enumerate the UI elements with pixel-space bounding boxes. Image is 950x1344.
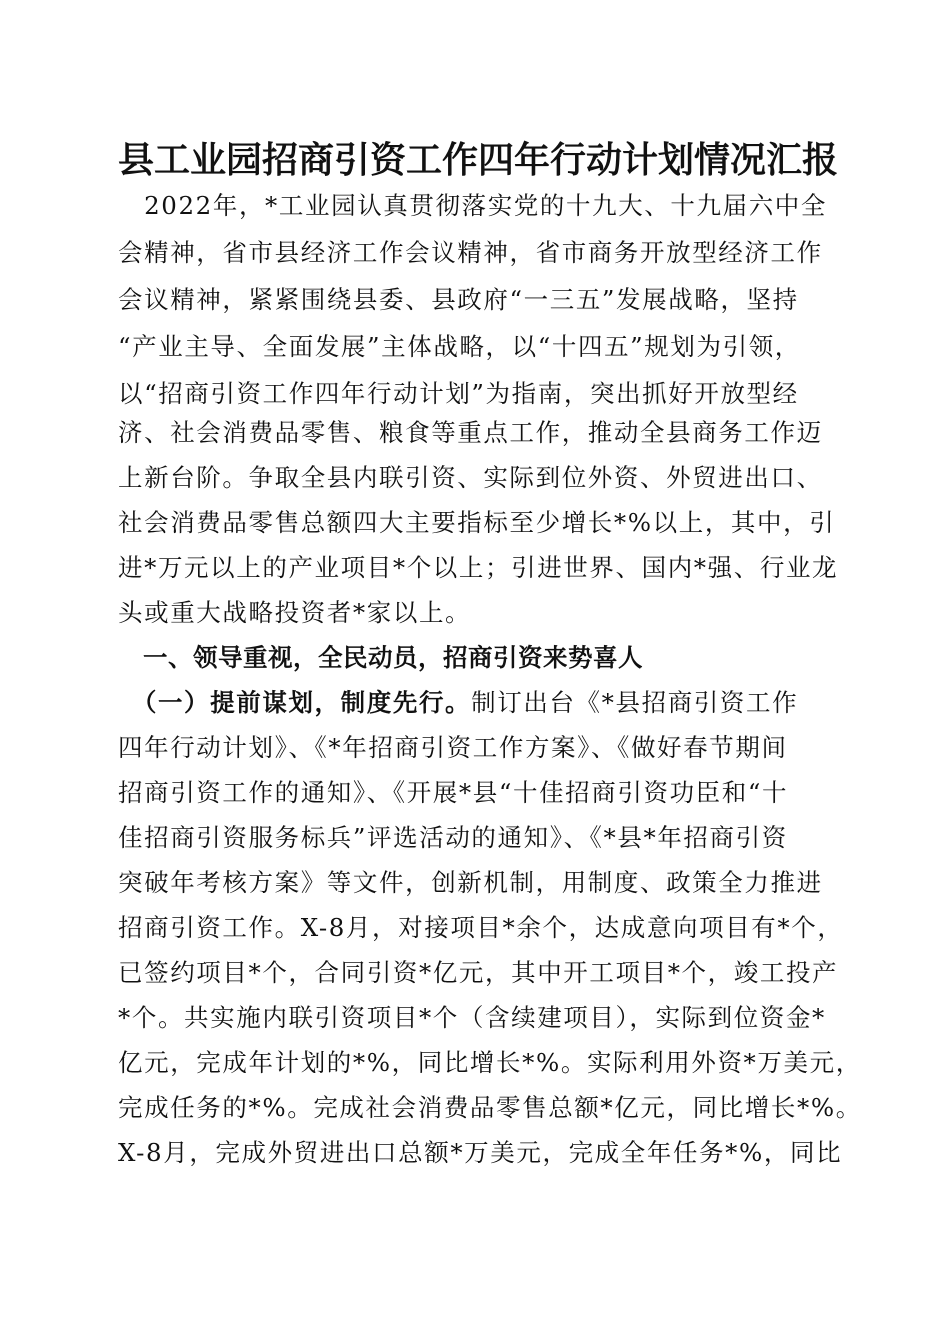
sub-heading: （一）提前谋划，制度先行。 xyxy=(118,688,472,717)
sub-heading-rest: 制订出台《*县招商引资工作 xyxy=(471,688,799,717)
paragraph-line: X-8月，完成外贸进出口总额*万美元，完成全年任务*%，同比 xyxy=(118,1138,843,1167)
paragraph-line: 头或重大战略投资者*家以上。 xyxy=(118,598,472,627)
paragraph-line: 招商引资工作。X-8月，对接项目*余个，达成意向项目有*个， xyxy=(118,913,844,942)
paragraph-line: 2022年，*工业园认真贯彻落实党的十九大、十九届六中全 xyxy=(118,191,827,220)
paragraph-line: 会精神，省市县经济工作会议精神，省市商务开放型经济工作 xyxy=(118,238,823,267)
paragraph-line: “产业主导、全面发展”主体战略，以“十四五”规划为引领， xyxy=(118,332,801,361)
section-heading: 一、领导重视，全民动员，招商引资来势喜人 xyxy=(118,643,643,672)
paragraph-line: 上新台阶。争取全县内联引资、实际到位外资、外贸进出口、 xyxy=(118,463,823,492)
paragraph-line: 会议精神，紧紧围绕县委、县政府“一三五”发展战略，坚持 xyxy=(118,285,799,314)
sub-heading-line xyxy=(118,686,798,720)
paragraph-line: 已签约项目*个，合同引资*亿元，其中开工项目*个，竣工投产 xyxy=(118,958,839,987)
paragraph-line: 进*万元以上的产业项目*个以上；引进世界、国内*强、行业龙 xyxy=(118,553,839,582)
paragraph-line: 济、社会消费品零售、粮食等重点工作，推动全县商务工作迈 xyxy=(118,418,823,447)
document-title: 县工业园招商引资工作四年行动计划情况汇报 xyxy=(118,139,839,181)
paragraph-line: 突破年考核方案》等文件，创新机制，用制度、政策全力推进 xyxy=(118,868,823,897)
paragraph-line: *个。共实施内联引资项目*个（含续建项目），实际到位资金* xyxy=(118,1003,826,1032)
paragraph-line: 佳招商引资服务标兵”评选活动的通知》、《*县*年招商引资 xyxy=(118,823,788,852)
paragraph-line: 完成任务的*%。完成社会消费品零售总额*亿元，同比增长*%。 xyxy=(118,1093,862,1122)
paragraph-line: 社会消费品零售总额四大主要指标至少增长*%以上，其中，引 xyxy=(118,508,836,537)
paragraph-line: 招商引资工作的通知》、《开展*县“十佳招商引资功臣和“十 xyxy=(118,778,789,807)
paragraph-line: 亿元，完成年计划的*%，同比增长*%。实际利用外资*万美元， xyxy=(118,1048,862,1077)
paragraph-line: 四年行动计划》、《*年招商引资工作方案》、《做好春节期间 xyxy=(118,733,788,762)
paragraph-line: 以“招商引资工作四年行动计划”为指南，突出抓好开放型经 xyxy=(118,379,799,408)
